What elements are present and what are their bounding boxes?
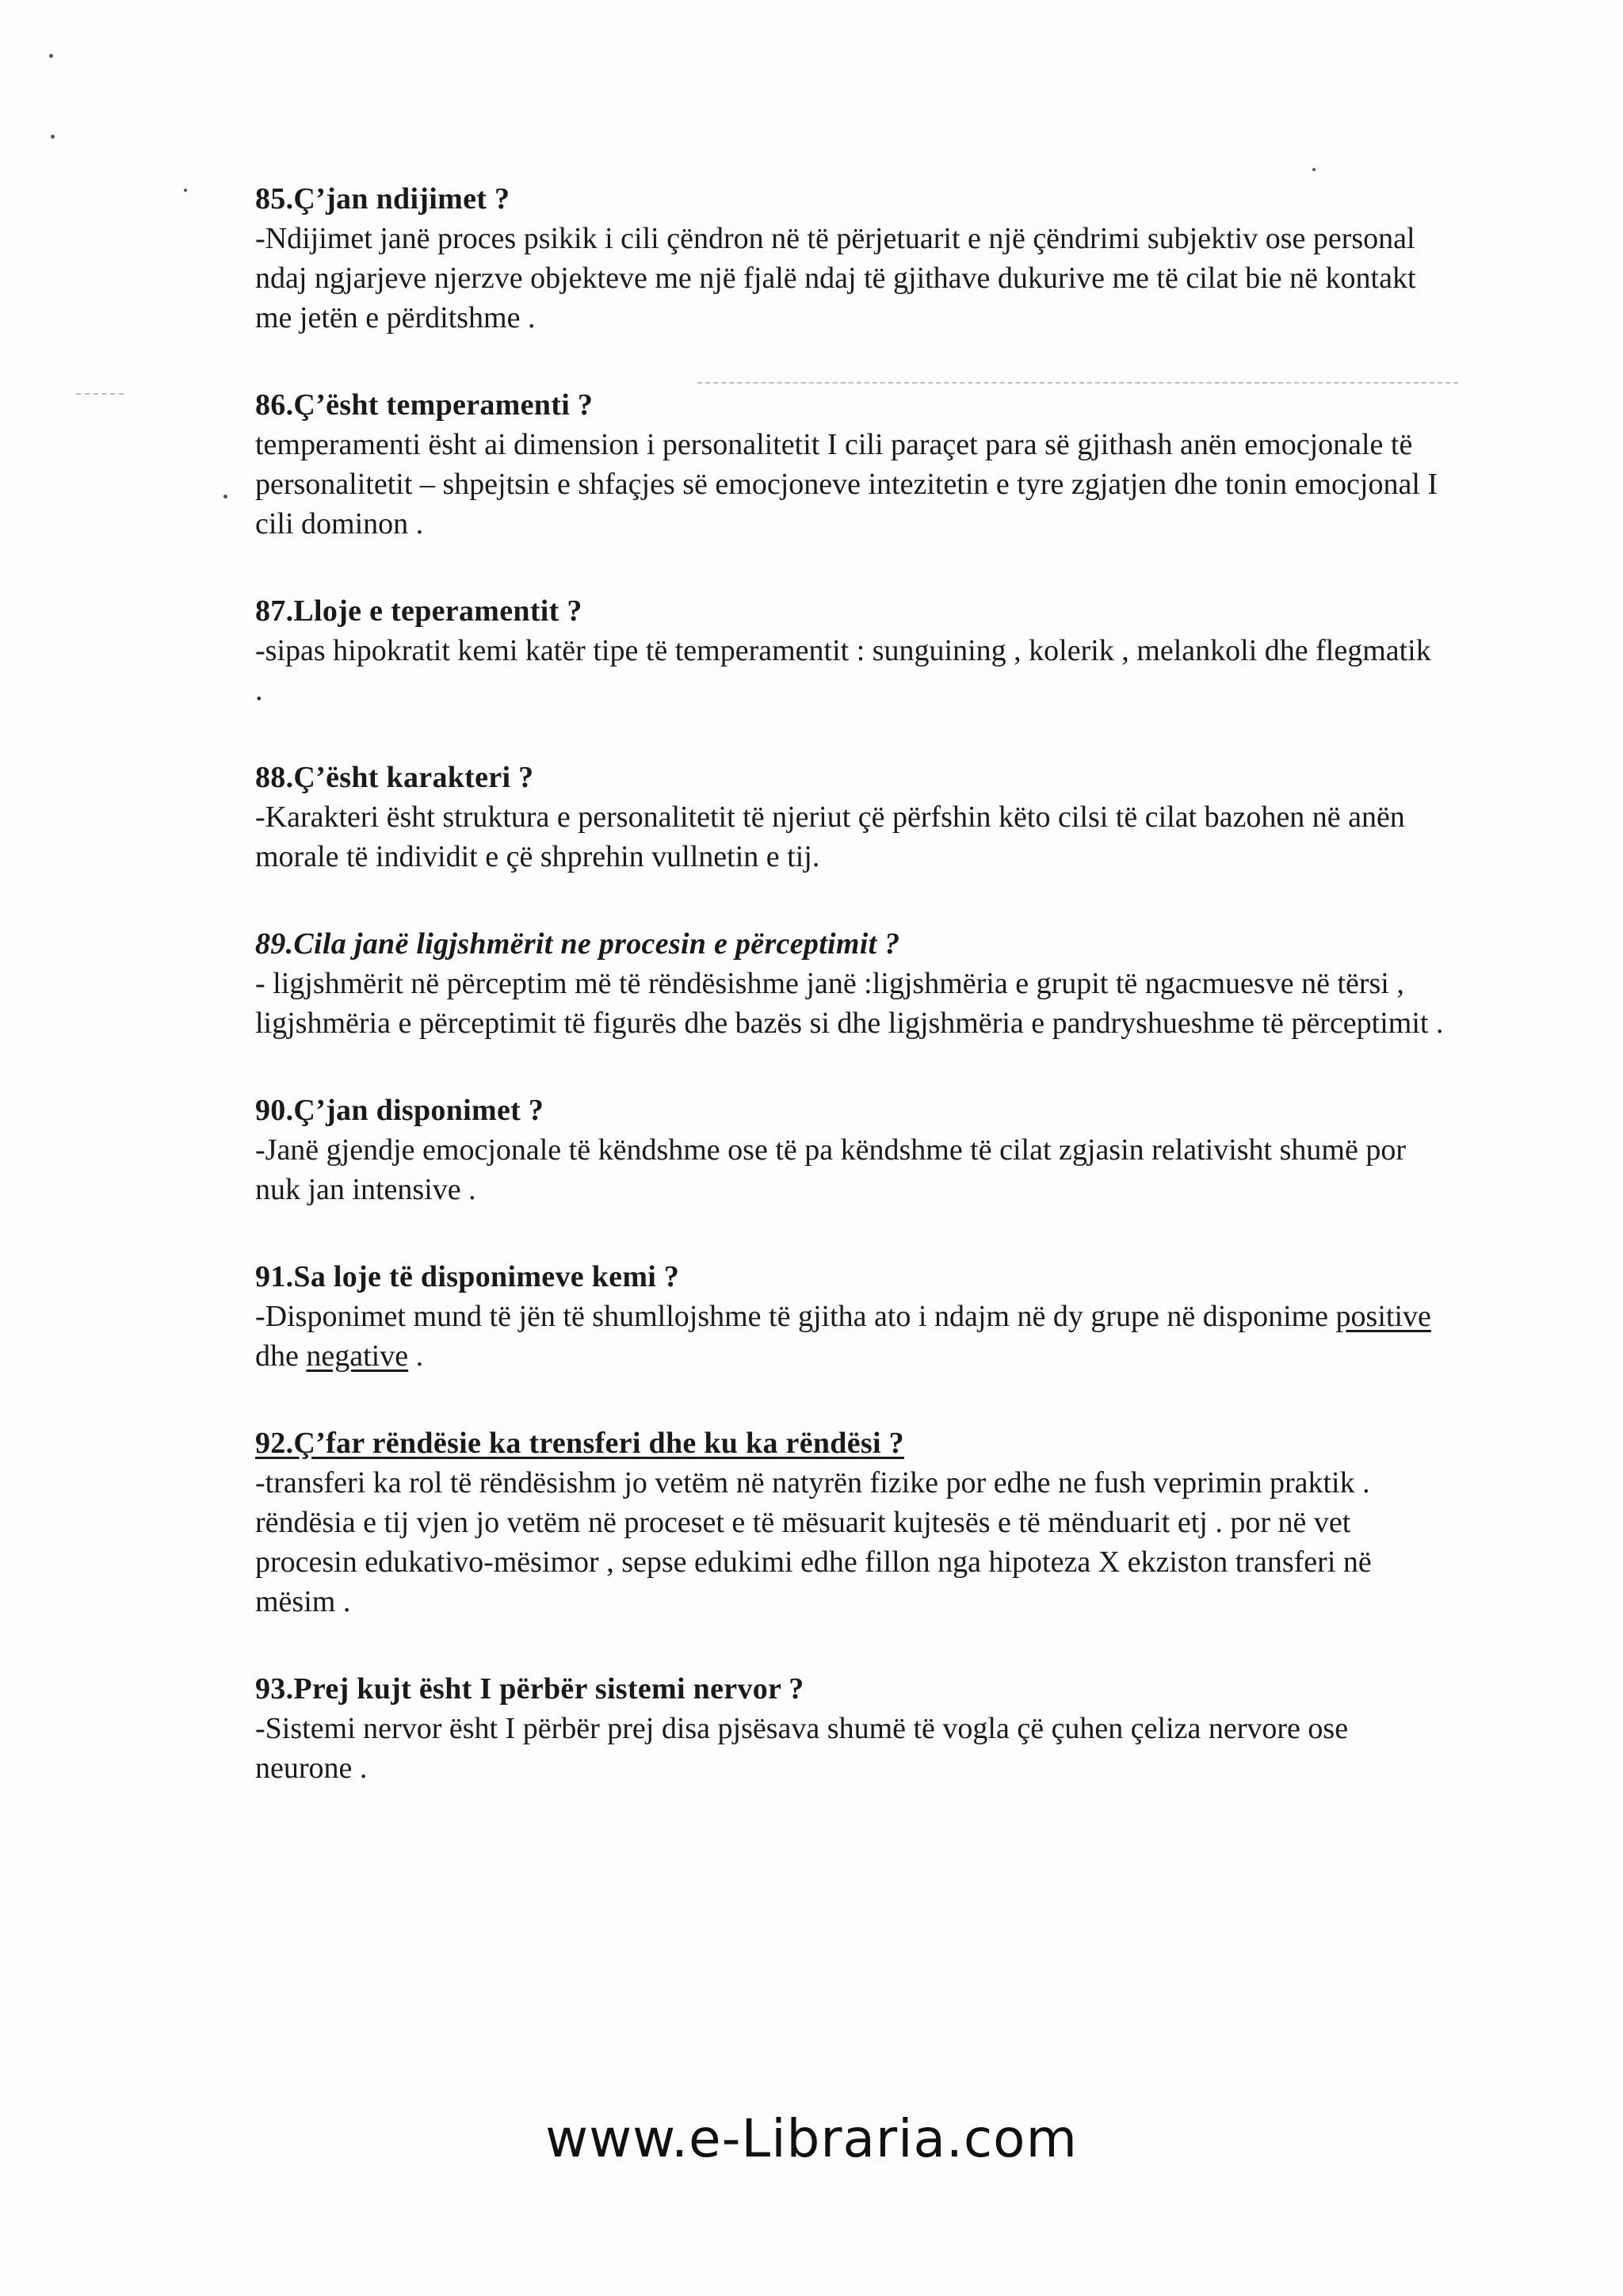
question-title: 91.Sa loje të disponimeve kemi ? xyxy=(255,1260,680,1293)
website-footer: www.e-Libraria.com xyxy=(545,2108,1078,2169)
question-answer: -Karakteri ësht struktura e personalitetit të njeriut çë përfshin këto cilsi të cilat bazohen në anën morale të individit e çë shprehin vullnetin e tij. xyxy=(255,800,1405,873)
question-answer: -Ndijimet janë proces psikik i cili çëndron në të përjetuarit e një çëndrimi subjektiv ose personal ndaj ngjarjeve njerzve objekteve me një fjalë ndaj të gjithave dukurive me të cilat bie në kontakt me jetën e përditshme . xyxy=(255,222,1416,334)
scan-speck xyxy=(223,495,227,499)
question-answer: -Janë gjendje emocjonale të këndshme ose të pa këndshme të cilat zgjasin relativisht shumë por nuk jan intensive . xyxy=(255,1133,1406,1206)
answer-text: dhe xyxy=(255,1339,307,1373)
question-block-88 xyxy=(255,759,1444,877)
question-answer: -Sistemi nervor ësht I përbër prej disa pjsësava shumë të vogla çë çuhen çeliza nervore ose neurone . xyxy=(255,1712,1349,1785)
answer-text: . xyxy=(408,1339,424,1373)
question-answer: -transferi ka rol të rëndësishm jo vetëm në natyrën fizike por edhe ne fush veprimin praktik . rëndësia e tij vjen jo vetëm në proceset e të mësuarit kujtesës e të mënduarit etj . por në vet procesin edukativo-mësimor , sepse edukimi edhe fillon nga hipoteza X ekziston transferi në mësim . xyxy=(255,1466,1372,1618)
scan-speck xyxy=(1312,168,1316,171)
question-block-93 xyxy=(255,1671,1444,1788)
question-block-86 xyxy=(255,387,1444,544)
question-title: 87.Lloje e teperamentit ? xyxy=(255,594,582,628)
question-title: 89.Cila janë ligjshmërit ne procesin e përceptimit ? xyxy=(255,927,900,961)
question-block-90 xyxy=(255,1092,1444,1209)
question-answer xyxy=(255,1297,1444,1376)
question-block-85 xyxy=(255,181,1444,338)
question-answer: temperamenti ësht ai dimension i personalitetit I cili paraçet para së gjithash anën emocjonale të personalitetit – shpejtsin e shfaçjes së emocjoneve intezitetin e tyre zgjatjen dhe tonin emocjonal I cili dominon . xyxy=(255,428,1438,541)
scan-speck xyxy=(49,54,53,58)
question-title: 93.Prej kujt ësht I përbër sistemi nervor ? xyxy=(255,1672,804,1706)
question-title: 90.Ç’jan disponimet ? xyxy=(255,1094,544,1127)
question-block-87 xyxy=(255,593,1444,710)
scan-speck xyxy=(51,135,55,139)
question-block-92 xyxy=(255,1425,1444,1622)
question-title: 92.Ç’far rëndësie ka trensferi dhe ku ka rëndësi ? xyxy=(255,1427,904,1460)
questions-content xyxy=(255,181,1444,1837)
answer-underlined-negative: negative xyxy=(306,1339,409,1373)
scan-speck xyxy=(184,189,187,192)
question-title: 85.Ç’jan ndijimet ? xyxy=(255,182,510,216)
question-answer: -sipas hipokratit kemi katër tipe të temperamentit : sunguining , kolerik , melankoli dhe flegmatik . xyxy=(255,634,1431,707)
question-title: 86.Ç’ësht temperamenti ? xyxy=(255,388,594,422)
answer-underlined-positive: positive xyxy=(1335,1300,1431,1333)
answer-text: -Disponimet mund të jën të shumllojshme të gjitha ato i ndajm në dy grupe në disponime xyxy=(255,1300,1336,1333)
scan-dash-line xyxy=(76,393,124,395)
question-answer: - ligjshmërit në përceptim më të rëndësishme janë :ligjshmëria e grupit të ngacmuesve në tërsi , ligjshmëria e përceptimit të figurës dhe bazës si dhe ligjshmëria e pandryshueshme të përceptimit . xyxy=(255,967,1444,1040)
question-block-91 xyxy=(255,1259,1444,1376)
question-title: 88.Ç’ësht karakteri ? xyxy=(255,761,534,794)
question-block-89 xyxy=(255,926,1444,1043)
